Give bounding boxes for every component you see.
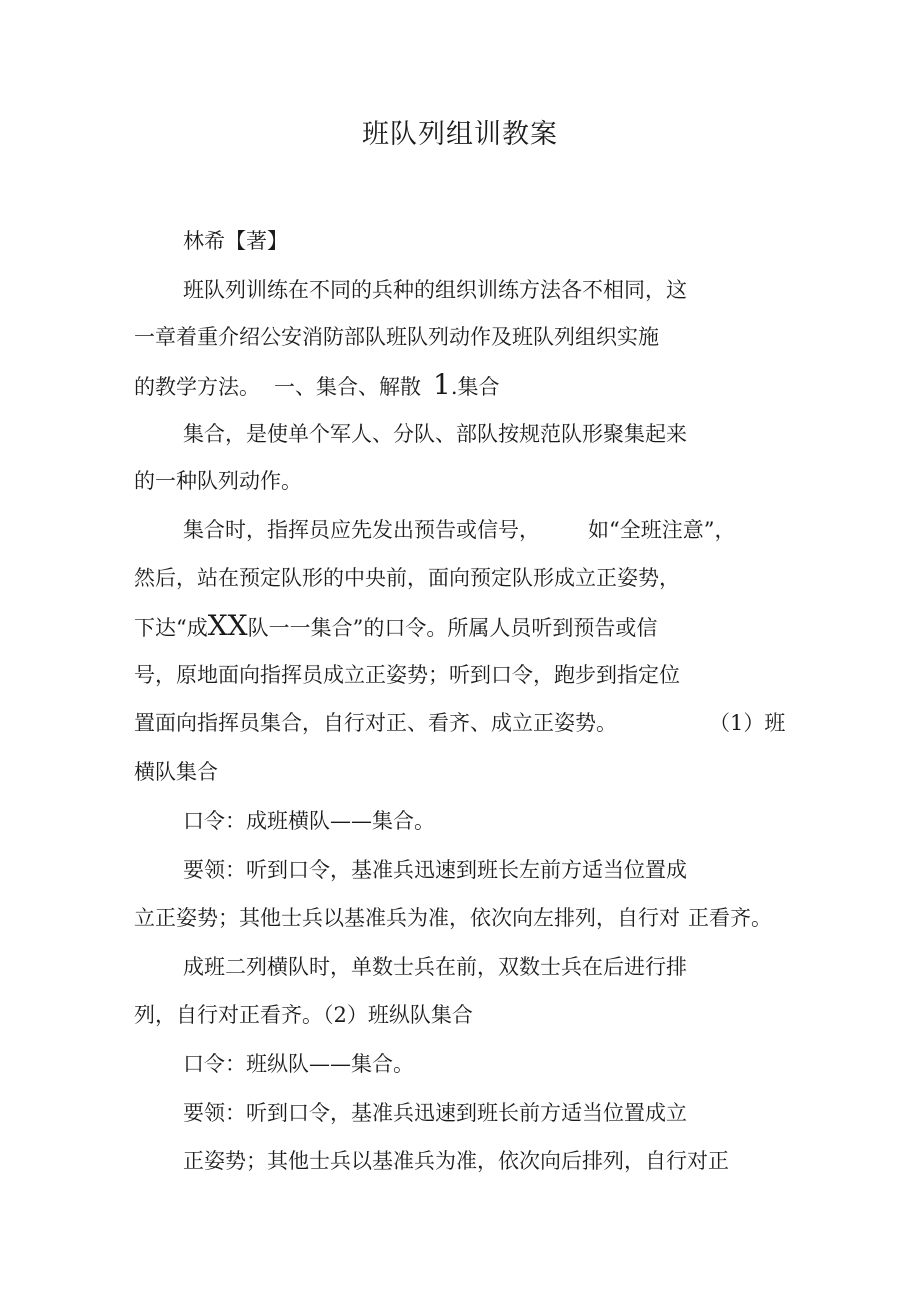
paragraph-line: 班队列训练在不同的兵种的组织训练方法各不相同，这: [183, 278, 687, 302]
text-segment: 立正姿势；其他士兵以基准兵为准，依次向左排列，自行对: [134, 906, 680, 930]
paragraph-line: 号，原地面向指挥员成立正姿势；听到口令，跑步到指定位: [134, 663, 680, 687]
text-segment: 队一一集合”的口令。所属人员听到预告或信: [247, 616, 658, 640]
text-segment: 置面向指挥员集合，自行对正、看齐、成立正姿势。: [134, 711, 617, 735]
paragraph-line: 列，自行对正看齐。（2）班纵队集合: [134, 1003, 473, 1027]
section-number: 1: [433, 368, 451, 401]
paragraph-line: [134, 368, 500, 401]
paragraph-line: 集合，是使单个军人、分队、部队按规范队形聚集起来: [183, 422, 687, 446]
paragraph-line: 要领：听到口令，基准兵迅速到班长左前方适当位置成: [183, 858, 687, 882]
paragraph-line: [183, 516, 735, 544]
paragraph-line: 正姿势；其他士兵以基准兵为准，依次向后排列，自行对正: [183, 1149, 729, 1173]
text-segment: 的教学方法。: [134, 375, 260, 399]
paragraph-line: 口令：班纵队——集合。: [183, 1052, 414, 1076]
paragraph-line: 一章着重介绍公安消防部队班队列动作及班队列组织实施: [134, 325, 659, 349]
paragraph-line: [134, 609, 658, 642]
author-line: 林希【著】: [183, 229, 288, 253]
subsection-heading: .集合: [450, 375, 500, 399]
paragraph-line: 然后，站在预定队形的中央前，面向预定队形成立正姿势，: [134, 566, 680, 590]
section-heading: 一、集合、解散: [274, 375, 421, 399]
paragraph-line: 横队集合: [134, 760, 218, 784]
paragraph-line: [134, 709, 785, 737]
text-segment: 集合时，指挥员应先发出预告或信号，: [183, 518, 540, 542]
text-segment: 正看齐。: [688, 906, 772, 930]
paragraph-line: 口令：成班横队——集合。: [183, 809, 435, 833]
text-segment: XX: [207, 609, 248, 642]
section-heading: （1）班: [709, 711, 786, 735]
paragraph-line: 要领：听到口令，基准兵迅速到班长前方适当位置成立: [183, 1101, 687, 1125]
document-title: 班队列组训教案: [362, 119, 558, 150]
paragraph-line: 成班二列横队时，单数士兵在前，双数士兵在后进行排: [183, 955, 687, 979]
text-segment: 下达“成: [134, 616, 208, 640]
paragraph-line: [134, 904, 772, 932]
text-segment: 如“全班注意”，: [588, 518, 736, 542]
paragraph-line: 的一种队列动作。: [134, 469, 302, 493]
